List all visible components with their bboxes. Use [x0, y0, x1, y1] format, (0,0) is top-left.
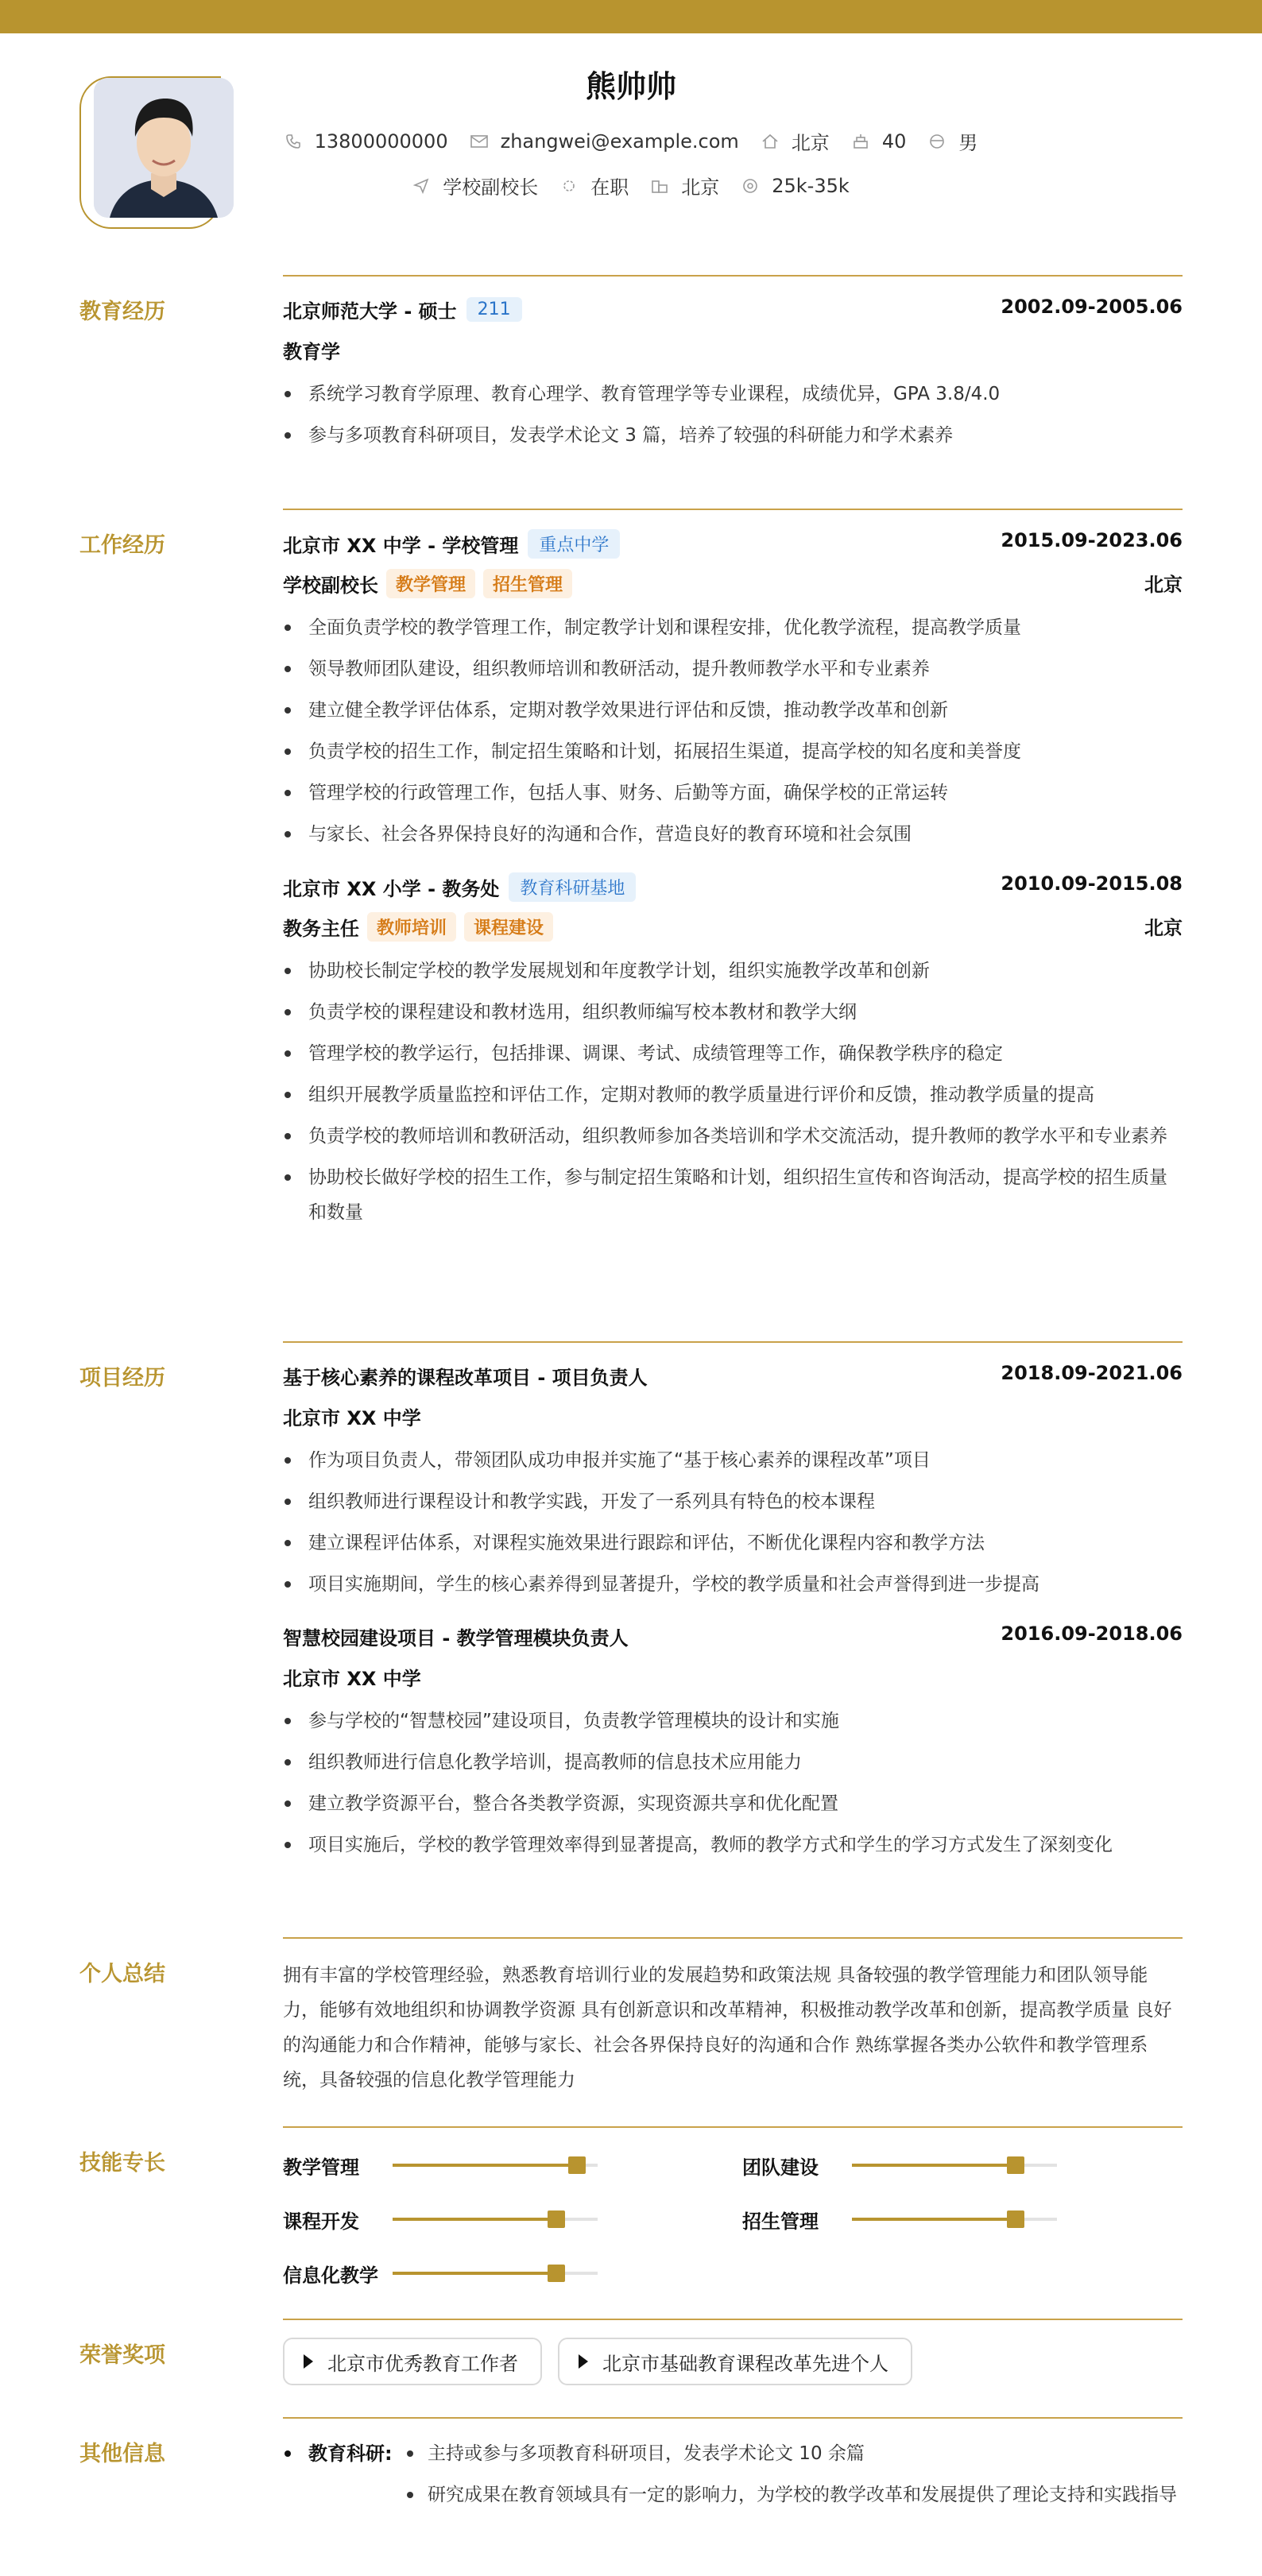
work-role: 学校副校长 — [283, 574, 378, 597]
education-bullets — [283, 377, 1183, 453]
skill-bar-knob — [1007, 2210, 1024, 2228]
list-item: 系统学习教育学原理、教育心理学、教育管理学等专业课程，成绩优异，GPA 3.8/4.0 — [283, 377, 1183, 412]
award-label: 北京市基础教育课程改革先进个人 — [602, 2352, 888, 2375]
skill-bar-knob — [568, 2156, 586, 2174]
skill-bar — [393, 2272, 598, 2275]
list-item: 组织开展教学质量监控和评估工作，定期对教师的教学质量进行评价和反馈，推动教学质量的提高 — [283, 1077, 1183, 1112]
candidate-name: 熊帅帅 — [585, 69, 676, 104]
skill-bar — [852, 2164, 1057, 2167]
salary-text: 25k-35k — [772, 174, 850, 197]
city-icon — [651, 177, 668, 195]
salary-icon — [741, 177, 759, 195]
gender-text: 男 — [958, 132, 978, 154]
project-entry — [283, 1362, 1183, 1602]
project-org: 北京市 XX 中学 — [283, 1406, 421, 1429]
section-divider — [283, 1937, 1183, 1939]
skill-bar-fill — [393, 2272, 556, 2275]
education-date: 2002.09-2005.06 — [1001, 296, 1183, 318]
section-title-projects: 项目经历 — [79, 1366, 165, 1390]
skill-bar-knob — [548, 2210, 565, 2228]
skill-bar-knob — [1007, 2156, 1024, 2174]
bullet-dot — [285, 2450, 291, 2457]
work-org: 北京市 XX 小学 - 教务处 — [283, 878, 500, 900]
skill-bar — [393, 2218, 598, 2221]
list-item: 作为项目负责人，带领团队成功申报并实施了“基于核心素养的课程改革”项目 — [283, 1443, 1183, 1478]
section-divider — [283, 2319, 1183, 2320]
section-title-education: 教育经历 — [79, 300, 165, 324]
school-tag: 211 — [466, 297, 522, 322]
skill-name: 教学管理 — [283, 2156, 359, 2179]
position-text: 学校副校长 — [443, 176, 539, 199]
section-title-skills: 技能专长 — [79, 2151, 165, 2176]
skill-bar-fill — [852, 2218, 1016, 2221]
list-item: 建立教学资源平台，整合各类教学资源，实现资源共享和优化配置 — [283, 1786, 1183, 1821]
location-text: 北京 — [791, 132, 830, 154]
work-org: 北京市 XX 中学 - 学校管理 — [283, 535, 519, 557]
section-title-summary: 个人总结 — [79, 1962, 165, 1986]
other-label: 教育科研: — [308, 2443, 393, 2465]
list-item: 负责学校的教师培训和教研活动，组织教师参加各类培训和学术交流活动，提升教师的教学水平和专业素养 — [283, 1119, 1183, 1154]
skill-bar-knob — [548, 2265, 565, 2282]
project-date: 2016.09-2018.06 — [1001, 1623, 1183, 1645]
list-item: 研究成果在教育领域具有一定的影响力，为学校的教学改革和发展提供了理论支持和实践指导 — [402, 2477, 1183, 2512]
list-item: 管理学校的教学运行，包括排课、调课、考试、成绩管理等工作，确保教学秩序的稳定 — [283, 1036, 1183, 1071]
list-item: 管理学校的行政管理工作，包括人事、财务、后勤等方面，确保学校的正常运转 — [283, 776, 1183, 810]
work-city: 北京 — [1144, 574, 1183, 596]
section-title-other: 其他信息 — [79, 2442, 165, 2466]
age-text: 40 — [881, 130, 907, 153]
other-list — [402, 2436, 1183, 2519]
salary-item — [741, 172, 850, 199]
section-divider — [283, 275, 1183, 277]
skill-tag: 招生管理 — [483, 569, 572, 598]
work-entry — [283, 529, 1183, 852]
target-city-text: 北京 — [681, 176, 720, 199]
skill-name: 招生管理 — [742, 2210, 819, 2233]
email-text: zhangwei@example.com — [500, 130, 739, 153]
project-title: 智慧校园建设项目 - 教学管理模块负责人 — [283, 1627, 629, 1650]
skill-item — [283, 2258, 742, 2288]
mail-icon — [470, 133, 488, 150]
list-item: 与家长、社会各界保持良好的沟通和合作，营造良好的教育环境和社会氛围 — [283, 817, 1183, 852]
skill-tag: 教学管理 — [386, 569, 475, 598]
project-title: 基于核心素养的课程改革项目 - 项目负责人 — [283, 1367, 648, 1389]
phone-text: 13800000000 — [314, 130, 448, 153]
skill-item — [283, 2204, 742, 2234]
job-intent-row — [0, 172, 1262, 199]
work-bullets — [283, 953, 1183, 1230]
skill-name: 课程开发 — [283, 2210, 359, 2233]
work-entry — [283, 872, 1183, 1230]
project-bullets — [283, 1704, 1183, 1862]
position-icon — [412, 177, 430, 195]
skill-bar — [393, 2164, 598, 2167]
project-date: 2018.09-2021.06 — [1001, 1362, 1183, 1384]
location-item — [761, 127, 830, 155]
list-item: 主持或参与多项教育科研项目，发表学术论文 10 余篇 — [402, 2436, 1183, 2471]
gender-item — [928, 127, 977, 155]
status-text: 在职 — [590, 176, 629, 199]
gender-icon — [928, 133, 946, 150]
list-item: 项目实施后，学校的教学管理效率得到显著提高，教师的教学方式和学生的学习方式发生了深刻变化 — [283, 1828, 1183, 1862]
skill-item — [283, 2150, 742, 2180]
project-org: 北京市 XX 中学 — [283, 1667, 421, 1690]
play-icon — [579, 2354, 588, 2369]
work-bullets — [283, 610, 1183, 852]
skill-bar — [852, 2218, 1057, 2221]
skill-tag: 课程建设 — [464, 912, 553, 942]
section-title-honors: 荣誉奖项 — [79, 2343, 165, 2368]
play-icon — [304, 2354, 313, 2369]
skill-name: 信息化教学 — [283, 2264, 378, 2287]
list-item: 协助校长制定学校的教学发展规划和年度教学计划，组织实施教学改革和创新 — [283, 953, 1183, 988]
skills-grid — [283, 2150, 1183, 2288]
list-item: 负责学校的课程建设和教材选用，组织教师编写校本教材和教学大纲 — [283, 995, 1183, 1030]
skill-tag: 教师培训 — [367, 912, 456, 942]
list-item: 项目实施期间，学生的核心素养得到显著提升，学校的教学质量和社会声誉得到进一步提高 — [283, 1567, 1183, 1602]
award-label: 北京市优秀教育工作者 — [327, 2352, 518, 2375]
list-item: 负责学校的招生工作，制定招生策略和计划，拓展招生渠道，提高学校的知名度和美誉度 — [283, 734, 1183, 769]
age-item — [852, 127, 907, 155]
age-icon — [852, 133, 869, 150]
school-name: 北京师范大学 - 硕士 — [283, 300, 457, 323]
list-item: 组织教师进行信息化教学培训，提高教师的信息技术应用能力 — [283, 1745, 1183, 1780]
section-divider — [283, 2417, 1183, 2419]
skill-bar-fill — [393, 2218, 556, 2221]
list-item: 协助校长做好学校的招生工作，参与制定招生策略和计划，组织招生宣传和咨询活动，提高学校的招生质量和数量 — [283, 1160, 1183, 1230]
skill-item — [742, 2204, 1183, 2234]
phone-icon — [285, 133, 302, 150]
work-city: 北京 — [1144, 917, 1183, 939]
target-city-item — [651, 172, 719, 199]
org-tag: 教育科研基地 — [509, 872, 636, 902]
status-item — [560, 172, 629, 199]
work-role: 教务主任 — [283, 917, 359, 940]
skill-name: 团队建设 — [742, 2156, 819, 2179]
phone-item — [285, 127, 448, 155]
section-title-work: 工作经历 — [79, 533, 165, 558]
status-icon — [560, 177, 578, 195]
skill-item — [742, 2150, 1183, 2180]
email-item — [470, 127, 739, 155]
list-item: 建立健全教学评估体系，定期对教学效果进行评估和反馈，推动教学改革和创新 — [283, 693, 1183, 728]
project-bullets — [283, 1443, 1183, 1602]
list-item: 参与多项教育科研项目，发表学术论文 3 篇，培养了较强的科研能力和学术素养 — [283, 418, 1183, 453]
skill-bar-fill — [393, 2164, 577, 2167]
list-item: 参与学校的“智慧校园”建设项目，负责教学管理模块的设计和实施 — [283, 1704, 1183, 1739]
org-tag: 重点中学 — [528, 529, 620, 559]
award-item[interactable] — [283, 2338, 542, 2385]
section-divider — [283, 2126, 1183, 2128]
major-name: 教育学 — [283, 340, 340, 363]
award-item[interactable] — [558, 2338, 912, 2385]
section-divider — [283, 509, 1183, 510]
project-entry — [283, 1623, 1183, 1862]
section-divider — [283, 1341, 1183, 1343]
list-item: 全面负责学校的教学管理工作，制定教学计划和课程安排，优化教学流程，提高教学质量 — [283, 610, 1183, 645]
list-item: 建立课程评估体系，对课程实施效果进行跟踪和评估，不断优化课程内容和教学方法 — [283, 1526, 1183, 1561]
summary-text: 拥有丰富的学校管理经验，熟悉教育培训行业的发展趋势和政策法规 具备较强的教学管理能力和团队领导能力，能够有效地组织和协调教学资源 具有创新意识和改革精神，积极推动教学改革和创新，提高教学质量 良好的沟通能力和合作精神，能够与家长、社会各界保持良好的沟通和合作 熟练掌握各类办公软件和教学管理系统，具备较强的信息化教学管理能力 — [283, 1965, 1172, 2091]
awards-list — [283, 2338, 1183, 2385]
list-item: 组织教师进行课程设计和教学实践，开发了一系列具有特色的校本课程 — [283, 1484, 1183, 1519]
home-icon — [761, 133, 779, 150]
position-item — [412, 172, 538, 199]
list-item: 领导教师团队建设，组织教师培训和教研活动，提升教师教学水平和专业素养 — [283, 652, 1183, 687]
work-date: 2015.09-2023.06 — [1001, 529, 1183, 551]
contact-row — [0, 127, 1262, 155]
top-accent-bar — [0, 0, 1262, 33]
work-date: 2010.09-2015.08 — [1001, 872, 1183, 895]
skill-bar-fill — [852, 2164, 1016, 2167]
